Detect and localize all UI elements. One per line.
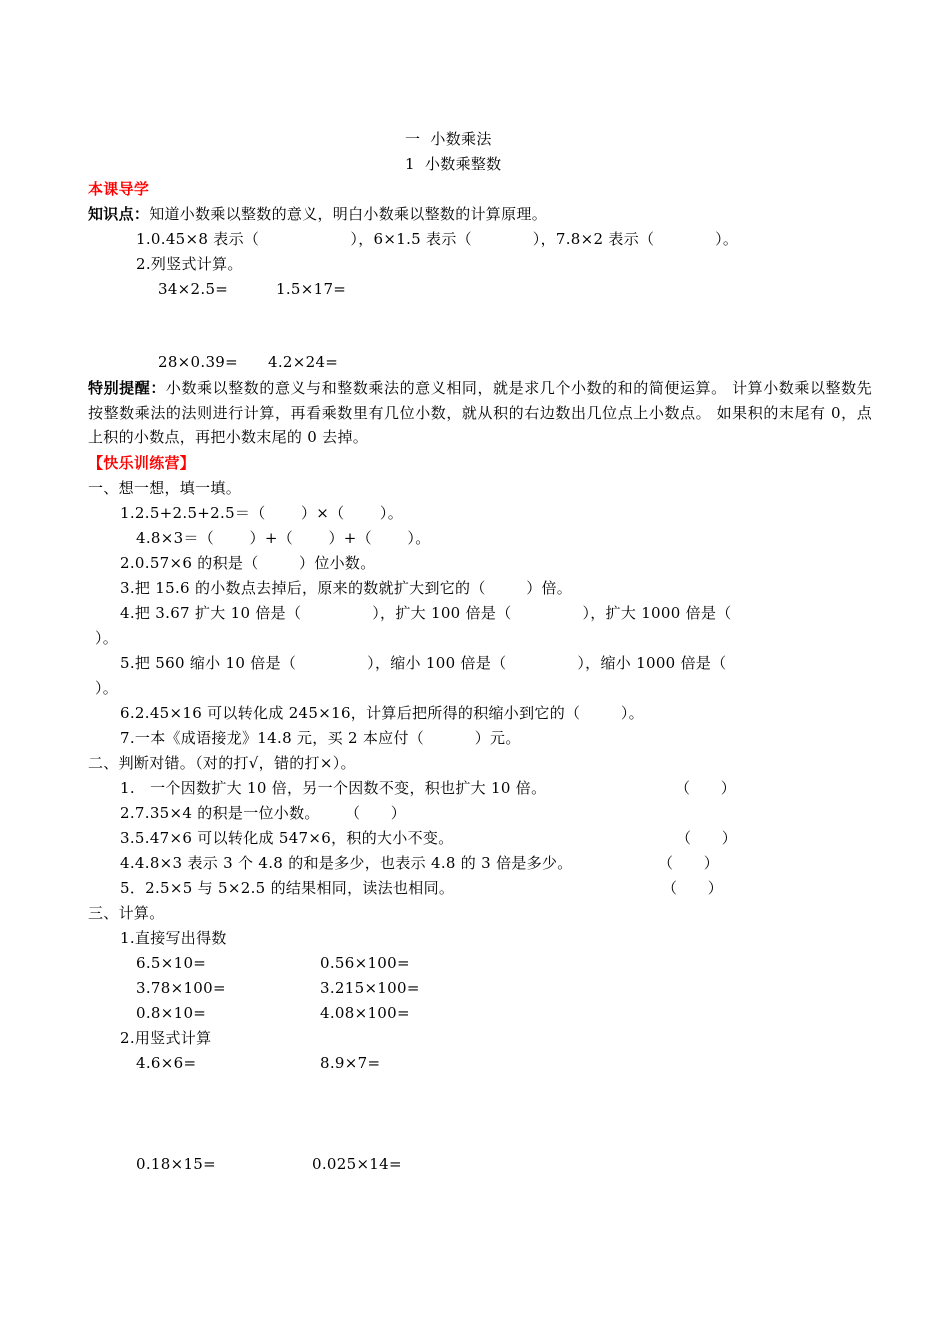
section-3-title: 三、计算。 [88, 904, 165, 922]
calc-28x0.39: 28×0.39= [158, 353, 239, 371]
judge-item: 4.4.8×3 表示 3 个 4.8 的和是多少，也表示 4.8 的 3 倍是多少。 [120, 854, 573, 872]
judge-mark: （ ） [662, 879, 724, 897]
fill-question-1b: 4.8×3＝（ ）+（ ）+（ ）。 [136, 529, 431, 547]
section-2-title: 二、判断对错。（对的打√，错的打×）。 [88, 754, 356, 772]
special-reminder [88, 376, 872, 450]
judge-mark: （ ） [676, 829, 738, 847]
direct-calc-heading: 1.直接写出得数 [120, 929, 227, 947]
judge-mark: （ ） [658, 854, 720, 872]
direct-calc: 0.8×10= [136, 1004, 207, 1022]
reminder-text: 小数乘以整数的意义与和整数乘法的意义相同，就是求几个小数的和的简便运算。 计算小数乘以整数先按整数乘法的法则进行计算，再看乘数里有几位小数，就从积的右边数出几位点上小数点。 如果积的末尾有 0，点上积的小数点，再把小数末尾的 0 去掉。 [88, 379, 872, 446]
fill-question-4: 4.把 3.67 扩大 10 倍是（ ），扩大 100 倍是（ ），扩大 1000 倍是（ [120, 604, 732, 622]
direct-calc: 3.78×100= [136, 979, 226, 997]
fill-question-3: 3.把 15.6 的小数点去掉后，原来的数就扩大到它的（ ）倍。 [120, 579, 573, 597]
vertical-calc-heading: 2.用竖式计算 [120, 1029, 212, 1047]
fill-question-2: 2.0.57×6 的积是（ ）位小数。 [120, 554, 376, 572]
guide-header: 本课导学 [88, 180, 150, 198]
section-1-title: 一、想一想，填一填。 [88, 479, 242, 497]
chapter-title: 一 小数乘法 [405, 130, 492, 148]
judge-item: 5．2.5×5 与 5×2.5 的结果相同，读法也相同。 [120, 879, 455, 897]
fill-question-6: 6.2.45×16 可以转化成 245×16，计算后把所得的积缩小到它的（ ）。 [120, 704, 644, 722]
guide-question-1: 1.0.45×8 表示（ ），6×1.5 表示（ ），7.8×2 表示（ ）。 [136, 230, 739, 248]
fill-question-4-end: ）。 [95, 629, 119, 647]
vertical-calc: 0.18×15= [136, 1155, 217, 1173]
knowledge-point [88, 204, 547, 224]
practice-header: 【快乐训练营】 [88, 454, 196, 472]
direct-calc: 6.5×10= [136, 954, 207, 972]
vertical-calc: 4.6×6= [136, 1054, 197, 1072]
fill-question-1a: 1.2.5+2.5+2.5＝（ ）×（ ）。 [120, 504, 404, 522]
judge-mark: （ ） [345, 804, 407, 822]
judge-item: 2.7.35×4 的积是一位小数。 [120, 804, 320, 822]
direct-calc: 0.56×100= [320, 954, 410, 972]
vertical-calc: 0.025×14= [312, 1155, 402, 1173]
judge-item: 1. 一个因数扩大 10 倍，另一个因数不变，积也扩大 10 倍。 [120, 779, 547, 797]
fill-question-5: 5.把 560 缩小 10 倍是（ ），缩小 100 倍是（ ），缩小 1000 倍是（ [120, 654, 727, 672]
calc-4.2x24: 4.2×24= [268, 353, 339, 371]
lesson-title: 1 小数乘整数 [405, 155, 502, 173]
fill-question-7: 7.一本《成语接龙》14.8 元，买 2 本应付（ ）元。 [120, 729, 521, 747]
fill-question-5-end: ）。 [95, 679, 119, 697]
calc-34x2.5: 34×2.5= [158, 280, 229, 298]
judge-mark: （ ） [675, 779, 737, 797]
reminder-label: 特别提醒： [88, 379, 166, 397]
judge-item: 3.5.47×6 可以转化成 547×6，积的大小不变。 [120, 829, 454, 847]
direct-calc: 4.08×100= [320, 1004, 410, 1022]
calc-1.5x17: 1.5×17= [276, 280, 347, 298]
guide-question-2: 2.列竖式计算。 [136, 255, 243, 273]
vertical-calc: 8.9×7= [320, 1054, 381, 1072]
direct-calc: 3.215×100= [320, 979, 420, 997]
knowledge-text: 知道小数乘以整数的意义，明白小数乘以整数的计算原理。 [149, 205, 548, 223]
knowledge-label: 知识点： [88, 205, 150, 223]
